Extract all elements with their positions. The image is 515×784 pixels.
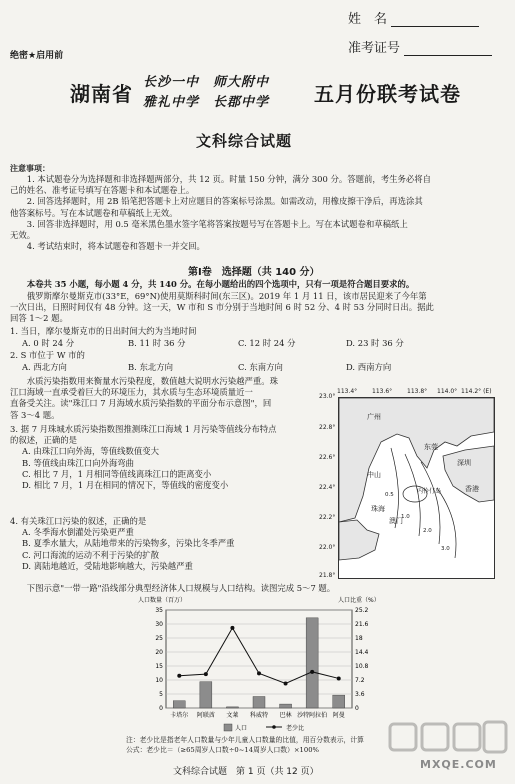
contour-value: 1.0 xyxy=(401,514,410,520)
population-chart xyxy=(136,596,382,740)
left-tick-label: 20 xyxy=(155,649,163,656)
population-bar xyxy=(226,707,238,708)
ratio-point xyxy=(257,671,261,675)
map-place: 深圳 xyxy=(457,459,471,467)
right-tick-label: 21.6 xyxy=(355,621,369,628)
right-tick-label: 25.2 xyxy=(355,607,369,614)
contour-value: 0.5 xyxy=(385,492,394,498)
q1-option-d[interactable]: D. 23 时 36 分 xyxy=(346,338,404,348)
q3-option-a[interactable]: A. 由珠江口向外海，等值线数值变大 xyxy=(22,446,159,457)
left-axis-title: 人口数量（百万） xyxy=(138,597,187,604)
q1-option-b[interactable]: B. 11 时 36 分 xyxy=(128,338,186,348)
right-tick-label: 10.8 xyxy=(355,663,369,670)
category-label: 文莱 xyxy=(226,712,239,719)
lat-label: 22.6° xyxy=(319,454,336,461)
right-tick-label: 7.2 xyxy=(355,677,365,684)
q3-option-c[interactable]: C. 相比 7 月，1 月相同等值线离珠江口的距离变小 xyxy=(22,468,212,479)
chart-svg xyxy=(136,596,382,740)
note-line: 无效。 xyxy=(10,230,36,241)
lat-label: 22.0° xyxy=(319,544,336,551)
name-field-label: 姓 名 xyxy=(348,8,479,27)
map-place: 中山 xyxy=(367,471,381,479)
question-line: 4. 有关珠江口污染的叙述，正确的是 xyxy=(10,516,147,526)
passage-line: 俄罗斯摩尔曼斯克市(33°E，69°N)使用莫斯科时间(东三区)。2019 年 1 月 11 日，该市居民迎来了今年第 xyxy=(10,291,427,301)
chart-footnote: 公式：老少比＝（≥65周岁人口数÷0~14周岁人口数）×100% xyxy=(126,746,319,754)
q2-option-b[interactable]: B. 东北方向 xyxy=(128,362,173,372)
secret-mark: 绝密★启用前 xyxy=(10,51,64,61)
map-place: 东莞 xyxy=(424,443,438,451)
ratio-point xyxy=(230,626,234,630)
note-line: 3. 回答非选择题时，用 0.5 毫米黑色墨水签字笔将答案按题号写在答题卡上。写在本试题卷和草稿纸上 xyxy=(10,218,408,229)
ratio-point xyxy=(284,682,288,686)
population-bar xyxy=(280,704,292,708)
passage-1 xyxy=(10,291,434,325)
passage-line: 水质污染指数用来衡量水污染程度，数值越大说明水污染越严重。珠 xyxy=(10,376,278,386)
page-footer: 文科综合试题 第 1 页（共 12 页） xyxy=(173,767,319,777)
plot-frame xyxy=(166,610,352,708)
question-line: 3. 据 7 月珠城水质污染指数图推测珠江口海域 1 月污染等值线分布特点 xyxy=(10,424,277,434)
population-bar xyxy=(173,701,185,708)
q2-option-a[interactable]: A. 西北方向 xyxy=(22,362,67,372)
q4-option-d[interactable]: D. 离陆地越近，受陆地影响越大，污染越严重 xyxy=(22,560,193,571)
population-bar xyxy=(200,682,212,708)
lon-label: 113.4° xyxy=(337,388,358,395)
population-bar xyxy=(253,697,265,708)
population-bar xyxy=(333,695,345,708)
chart-footnote: 注：老少比是指老年人口数量与少年儿童人口数量的比值，用百分数表示，计算 xyxy=(126,736,364,744)
schools-line-2: 雅礼中学 长郡中学 xyxy=(143,95,270,110)
question-1: 1. 当日，摩尔曼斯克市的日出时间大约为当地时间 xyxy=(10,326,197,336)
lon-label: 113.8° xyxy=(407,388,428,395)
exam-title: 五月份联考试卷 xyxy=(314,82,461,106)
map-note: 内伶仃岛 xyxy=(417,488,442,495)
category-label: 沙特阿拉伯 xyxy=(297,712,328,719)
left-tick-label: 15 xyxy=(155,663,163,670)
contour-value: 3.0 xyxy=(441,546,450,552)
note-line: 他答案标号。写在本试题卷和草稿纸上无效。 xyxy=(10,207,178,218)
notes-block xyxy=(10,174,431,252)
right-tick-label: 3.6 xyxy=(355,691,365,698)
lat-label: 23.0° xyxy=(319,393,336,400)
lat-label: 21.8° xyxy=(319,572,336,579)
map-place: 澳门 xyxy=(389,517,403,525)
province-title: 湖南省 xyxy=(70,82,133,106)
right-tick-label: 14.4 xyxy=(355,649,369,656)
category-label: 卡塔尔 xyxy=(170,712,189,719)
map-place: 珠海 xyxy=(371,505,385,513)
id-field-label: 准考证号 xyxy=(348,37,492,56)
left-tick-label: 5 xyxy=(159,691,163,698)
right-tick-label: 0 xyxy=(355,705,359,712)
category-label: 阿联酋 xyxy=(196,712,215,719)
question-4 xyxy=(10,516,234,572)
lon-label: 114.0° xyxy=(437,388,458,395)
ratio-point xyxy=(204,672,208,676)
right-tick-label: 18 xyxy=(355,635,363,642)
map-place: 广州 xyxy=(367,413,381,421)
part1-title: 第Ⅰ卷 选择题（共 140 分） xyxy=(188,267,320,278)
watermark-stamp xyxy=(384,718,509,780)
question-2: 2. S 市位于 W 市的 xyxy=(10,350,85,360)
passage-3: 下图示意"一带一路"沿线部分典型经济体人口规模与人口结构。读图完成 5～7 题。 xyxy=(10,583,336,593)
subject-title: 文科综合试题 xyxy=(196,132,293,150)
category-label: 巴林 xyxy=(279,712,292,719)
q4-option-b[interactable]: B. 夏季水量大，从陆地带来的污染物多，污染比冬季严重 xyxy=(22,538,235,549)
lat-label: 22.4° xyxy=(319,484,336,491)
category-label: 阿曼 xyxy=(332,712,345,719)
q1-option-c[interactable]: C. 12 时 24 分 xyxy=(238,338,296,348)
passage-line: 答 3～4 题。 xyxy=(10,409,60,420)
population-bar xyxy=(306,618,318,708)
left-tick-label: 10 xyxy=(155,677,163,684)
q2-option-d[interactable]: D. 西南方向 xyxy=(346,362,392,372)
pearl-river-estuary-map xyxy=(319,388,495,579)
note-line: 1. 本试题卷分为选择题和非选择题两部分，共 12 页。时量 150 分钟，满分 300 分。答题前，考生务必将自 xyxy=(10,174,432,184)
q4-option-c[interactable]: C. 河口海流的运动不利于污染的扩散 xyxy=(22,549,160,560)
q1-option-a[interactable]: A. 0 时 24 分 xyxy=(22,338,75,348)
legend-label: 人口 xyxy=(235,725,248,732)
question-3 xyxy=(10,424,276,491)
question-line: 的叙述，正确的是 xyxy=(10,435,77,446)
ratio-point xyxy=(310,670,314,674)
legend-label: 老少比 xyxy=(286,725,305,732)
q4-option-a[interactable]: A. 冬季海水倒灌处污染更严重 xyxy=(22,527,134,538)
q3-option-d[interactable]: D. 相比 7 月，1 月在相同的情况下，等值线的密度变小 xyxy=(22,480,229,491)
ratio-point xyxy=(177,674,181,678)
passage-line: 直备受关注。读"珠江口 7 月海域水质污染指数的平面分布示意图"，回 xyxy=(10,398,272,409)
notes-heading: 注意事项： xyxy=(10,164,50,173)
name-underline[interactable] xyxy=(391,13,479,27)
left-tick-label: 30 xyxy=(155,621,163,628)
right-axis-title: 人口比重（%） xyxy=(338,597,380,604)
note-line: 4. 考试结束时，将本试题卷和答题卡一并交回。 xyxy=(10,241,205,252)
legend-bar-swatch xyxy=(224,724,232,731)
passage-line: 一次日出，日照时间仅有 48 分钟。这一天，W 市和 S 市分别于当地时间 6 时 52 分、4 时 53 分同时日出。据此 xyxy=(10,302,434,313)
left-tick-label: 0 xyxy=(159,705,163,712)
ratio-point xyxy=(337,676,341,680)
q3-option-b[interactable]: B. 等值线由珠江口向外海弯曲 xyxy=(22,457,134,468)
left-tick-label: 25 xyxy=(155,635,163,642)
left-tick-label: 35 xyxy=(155,607,163,614)
schools-line-1: 长沙一中 师大附中 xyxy=(143,75,270,90)
lon-label: 113.6° xyxy=(372,388,393,395)
category-label: 科威特 xyxy=(249,712,269,719)
note-line: 己的姓名、准考证号填写在答题卡和本试题卷上。 xyxy=(10,185,195,196)
lon-label: 114.2° (E) xyxy=(461,388,492,395)
part1-intro: 本卷共 35 小题，每小题 4 分，共 140 分。在每小题给出的四个选项中，只有一项是符合题目要求的。 xyxy=(10,279,415,289)
q2-option-c[interactable]: C. 东南方向 xyxy=(238,362,283,372)
legend-line-point xyxy=(272,725,276,729)
contour-value: 2.0 xyxy=(423,528,432,534)
passage-2 xyxy=(10,376,278,421)
passage-line: 江口海域一直承受着巨大的环境压力，其水质与生态环境质量近一 xyxy=(10,387,253,398)
passage-line: 回答 1～2 题。 xyxy=(10,313,68,324)
note-line: 2. 回答选择题时，用 2B 铅笔把答题卡上对应题目的答案标号涂黑。如需改动，用橡皮擦干净后，再选涂其 xyxy=(10,196,423,207)
id-underline[interactable] xyxy=(404,42,492,56)
watermark-text: MXQE.COM xyxy=(420,758,497,771)
lat-label: 22.2° xyxy=(319,514,336,521)
map-place: 香港 xyxy=(465,485,479,493)
lat-label: 22.8° xyxy=(319,424,336,431)
